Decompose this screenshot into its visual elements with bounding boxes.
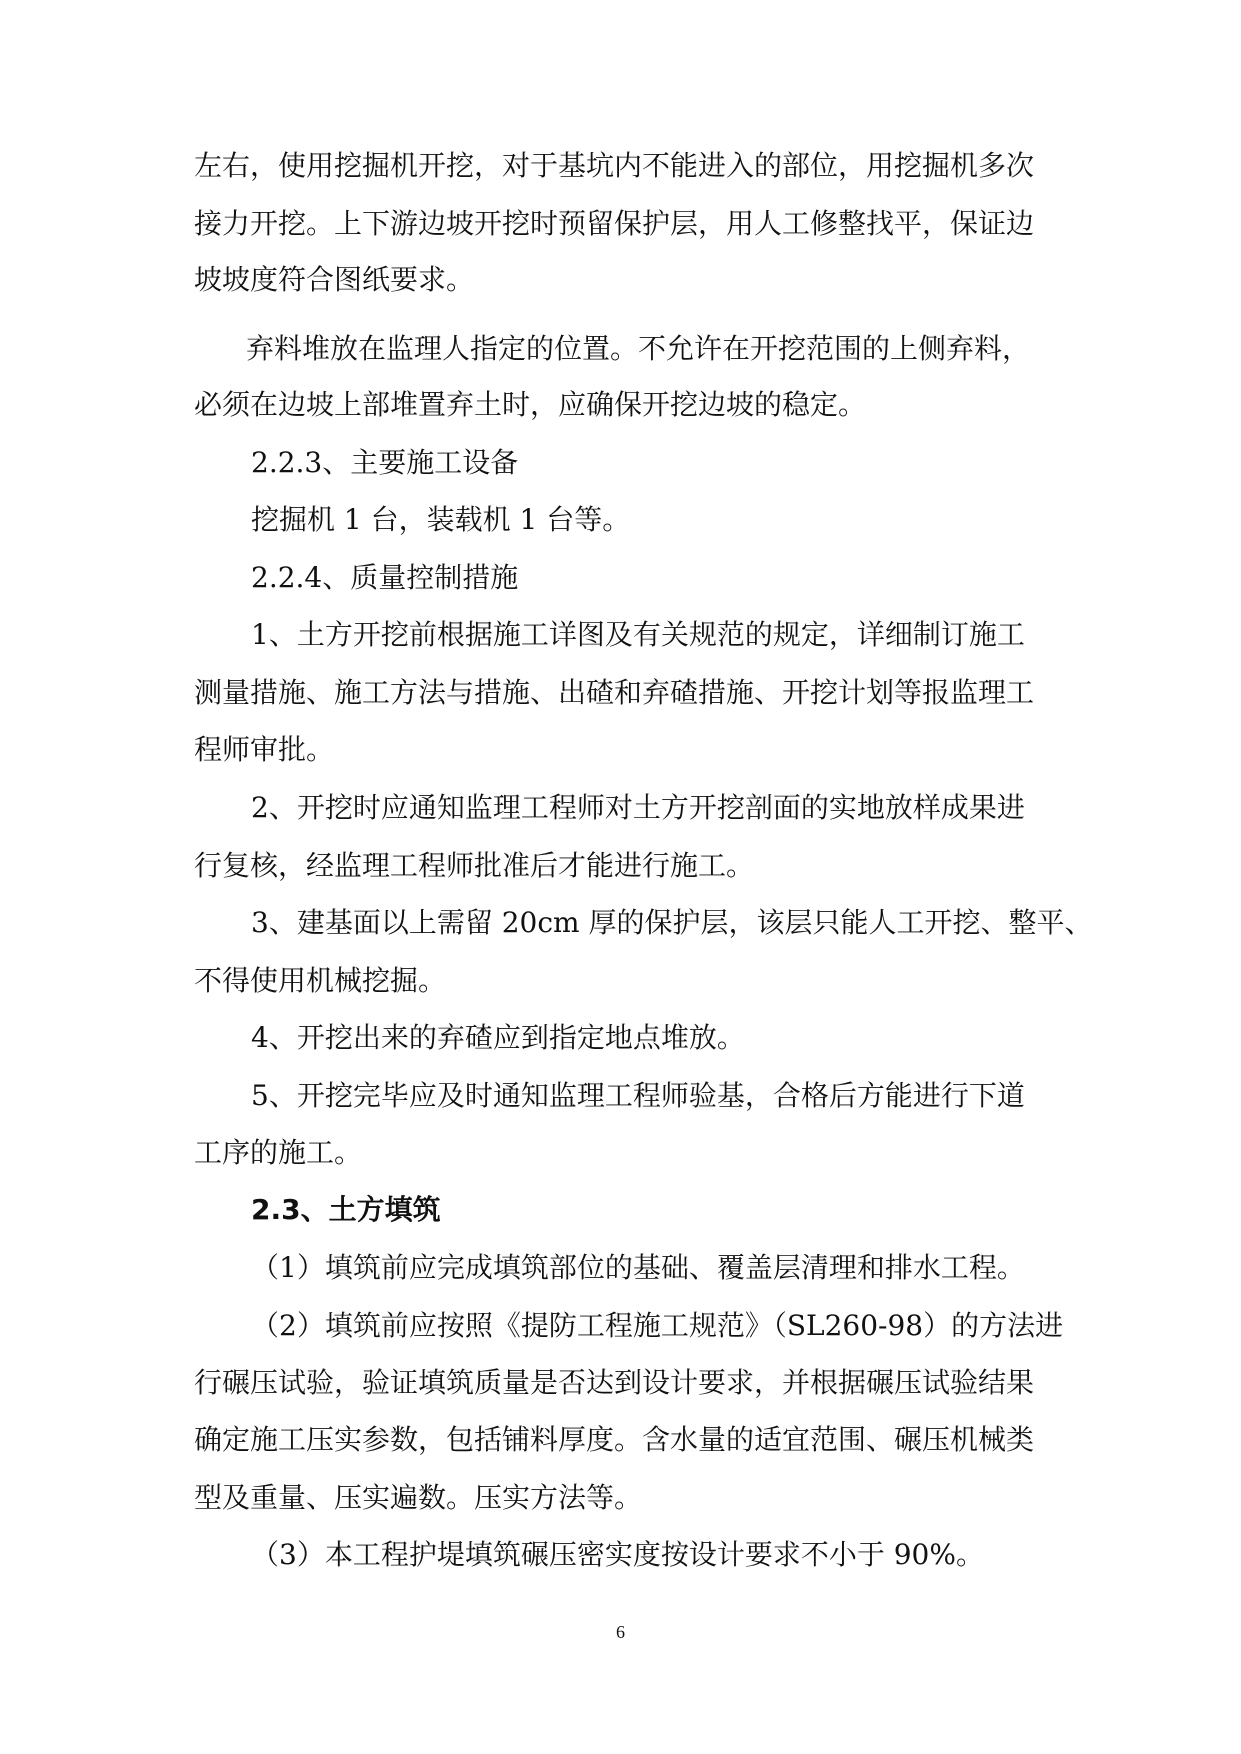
text-line: 左右，使用挖掘机开挖，对于基坑内不能进入的部位，用挖掘机多次 [194,149,1035,182]
text-line: 2、开挖时应通知监理工程师对土方开挖剖面的实地放样成果进 [251,791,1025,824]
text-line: （1）填筑前应完成填筑部位的基础、覆盖层清理和排水工程。 [251,1251,1025,1284]
text-line: 确定施工压实参数，包括铺料厚度。含水量的适宜范围、碾压机械类 [194,1423,1035,1456]
text-line: 弃料堆放在监理人指定的位置。不允许在开挖范围的上侧弃料， [246,332,1031,365]
text-line: 坡坡度符合图纸要求。 [194,263,475,296]
text-line: 接力开挖。上下游边坡开挖时预留保护层，用人工修整找平，保证边 [194,207,1035,240]
text-line: 不得使用机械挖掘。 [194,964,447,997]
text-line: （3）本工程护堤填筑碾压密实度按设计要求不小于 90%。 [251,1538,984,1571]
text-line: 程师审批。 [194,733,335,766]
text-line: 型及重量、压实遍数。压实方法等。 [194,1481,643,1514]
text-line: 挖掘机 1 台，装载机 1 台等。 [251,503,631,536]
text-line: 测量措施、施工方法与措施、出碴和弃碴措施、开挖计划等报监理工 [194,676,1035,709]
text-line: 行碾压试验，验证填筑质量是否达到设计要求，并根据碾压试验结果 [194,1366,1035,1399]
text-line: 工序的施工。 [194,1136,363,1169]
text-line: 1、土方开挖前根据施工详图及有关规范的规定，详细制订施工 [251,618,1025,651]
section-heading: 2.2.4、质量控制措施 [251,561,519,594]
section-heading: 2.2.3、主要施工设备 [251,446,519,479]
text-line: 必须在边坡上部堆置弃土时，应确保开挖边坡的稳定。 [194,388,867,421]
section-heading: 2.3、土方填筑 [251,1193,441,1226]
page-number: 6 [616,1622,625,1642]
text-line: 3、建基面以上需留 20cm 厚的保护层，该层只能人工开挖、整平、 [251,906,1093,939]
text-line: 5、开挖完毕应及时通知监理工程师验基，合格后方能进行下道 [251,1079,1025,1112]
text-line: 4、开挖出来的弃碴应到指定地点堆放。 [251,1021,745,1054]
text-line: （2）填筑前应按照《提防工程施工规范》（SL260-98）的方法进 [251,1309,1064,1342]
text-line: 行复核，经监理工程师批准后才能进行施工。 [194,849,755,882]
